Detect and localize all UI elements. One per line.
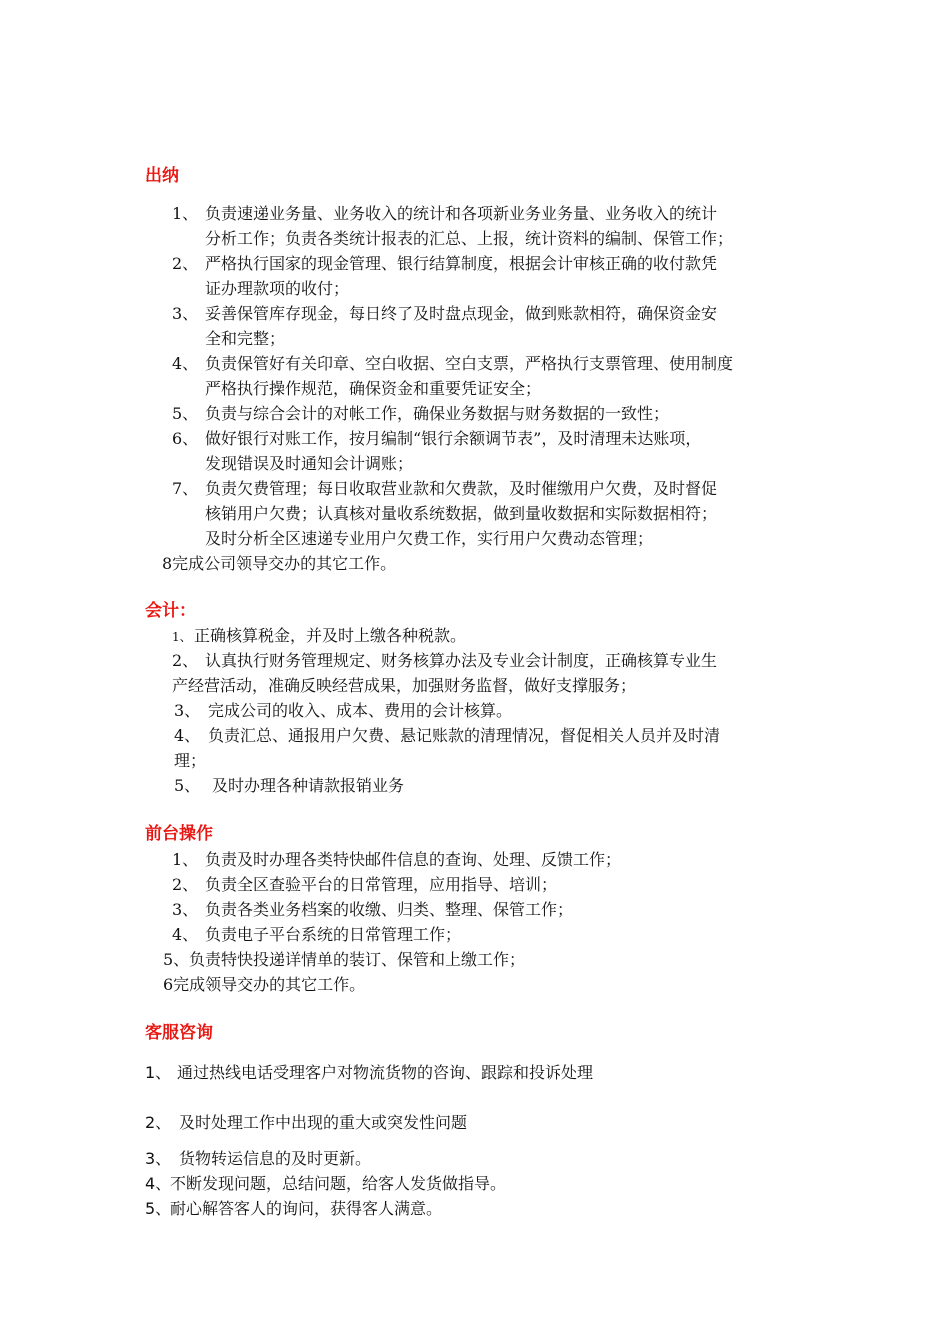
item-number: 3、 [172, 900, 199, 919]
item-number: 3、 [172, 304, 199, 323]
item-number: 4、 [174, 726, 201, 745]
frontdesk-item-6: 6完成领导交办的其它工作。 [163, 975, 366, 994]
item-number: 5、 [145, 1199, 172, 1218]
item-number: 1、 [172, 850, 199, 869]
item-number: 2、 [172, 254, 199, 273]
cashier-item-8: 8完成公司领导交办的其它工作。 [162, 554, 397, 573]
item-number: 2、 [172, 875, 199, 894]
item-text: 负责保管好有关印章、空白收据、空白支票，严格执行支票管理、使用制度 [205, 354, 734, 373]
section-title-accounting: 会计： [145, 601, 196, 621]
item-text: 全和完整； [205, 329, 286, 348]
item-text: 及时办理各种请款报销业务 [212, 776, 405, 795]
item-number: 4、 [172, 925, 199, 944]
item-text: 负责特快投递详情单的装订、保管和上缴工作； [189, 950, 526, 969]
item-text: 负责与综合会计的对帐工作，确保业务数据与财务数据的一致性； [205, 404, 670, 423]
item-text: 不断发现问题，总结问题，给客人发货做指导。 [170, 1174, 507, 1193]
item-text: 货物转运信息的及时更新。 [179, 1149, 372, 1168]
item-number: 6、 [172, 429, 199, 448]
item-number: 7、 [172, 479, 199, 498]
section-title-cashier: 出纳 [145, 166, 179, 186]
item-text: 严格执行操作规范，确保资金和重要凭证安全； [205, 379, 542, 398]
item-number: 1、 [172, 630, 192, 644]
item-number: 1、 [172, 204, 199, 223]
item-text: 严格执行国家的现金管理、银行结算制度，根据会计审核正确的收付款凭 [205, 254, 718, 273]
item-number: 2、 [172, 651, 199, 670]
item-text: 正确核算税金，并及时上缴各种税款。 [194, 626, 467, 645]
item-number: 4、 [145, 1174, 172, 1193]
section-title-service: 客服咨询 [145, 1023, 213, 1043]
item-number: 5、 [174, 776, 201, 795]
item-number: 1、 [145, 1063, 172, 1082]
item-text: 完成公司的收入、成本、费用的会计核算。 [208, 701, 513, 720]
item-text: 负责各类业务档案的收缴、归类、整理、保管工作； [205, 900, 574, 919]
item-text: 及时分析全区速递专业用户欠费工作，实行用户欠费动态管理； [205, 529, 654, 548]
item-text: 负责电子平台系统的日常管理工作； [205, 925, 462, 944]
item-text: 证办理款项的收付； [205, 279, 350, 298]
item-number: 3、 [145, 1149, 172, 1168]
item-text: 理； [174, 751, 207, 770]
item-text: 及时处理工作中出现的重大或突发性问题 [179, 1113, 468, 1132]
item-number: 4、 [172, 354, 199, 373]
item-text: 负责速递业务量、业务收入的统计和各项新业务业务量、业务收入的统计 [205, 204, 718, 223]
item-text: 做好银行对账工作，按月编制“银行余额调节表”，及时清理未达账项， [205, 429, 702, 448]
item-text: 发现错误及时通知会计调账； [205, 454, 414, 473]
item-number: 5、 [163, 950, 190, 969]
item-text: 分析工作；负责各类统计报表的汇总、上报，统计资料的编制、保管工作； [205, 229, 734, 248]
item-text: 核销用户欠费；认真核对量收系统数据，做到量收数据和实际数据相符； [205, 504, 718, 523]
item-text: 耐心解答客人的询问，获得客人满意。 [170, 1199, 443, 1218]
item-text: 产经营活动，准确反映经营成果，加强财务监督，做好支撑服务； [172, 676, 637, 695]
item-text: 负责欠费管理；每日收取营业款和欠费款，及时催缴用户欠费，及时督促 [205, 479, 718, 498]
item-text: 负责全区查验平台的日常管理，应用指导、培训； [205, 875, 558, 894]
item-text: 负责及时办理各类特快邮件信息的查询、处理、反馈工作； [205, 850, 622, 869]
item-text: 妥善保管库存现金，每日终了及时盘点现金，做到账款相符，确保资金安 [205, 304, 718, 323]
item-text: 通过热线电话受理客户对物流货物的咨询、跟踪和投诉处理 [177, 1063, 594, 1082]
item-number: 5、 [172, 404, 199, 423]
section-title-frontdesk: 前台操作 [145, 824, 213, 844]
item-text: 认真执行财务管理规定、财务核算办法及专业会计制度，正确核算专业生 [205, 651, 718, 670]
item-number: 2、 [145, 1113, 172, 1132]
item-number: 3、 [174, 701, 201, 720]
item-text: 负责汇总、通报用户欠费、悬记账款的清理情况，督促相关人员并及时清 [208, 726, 721, 745]
